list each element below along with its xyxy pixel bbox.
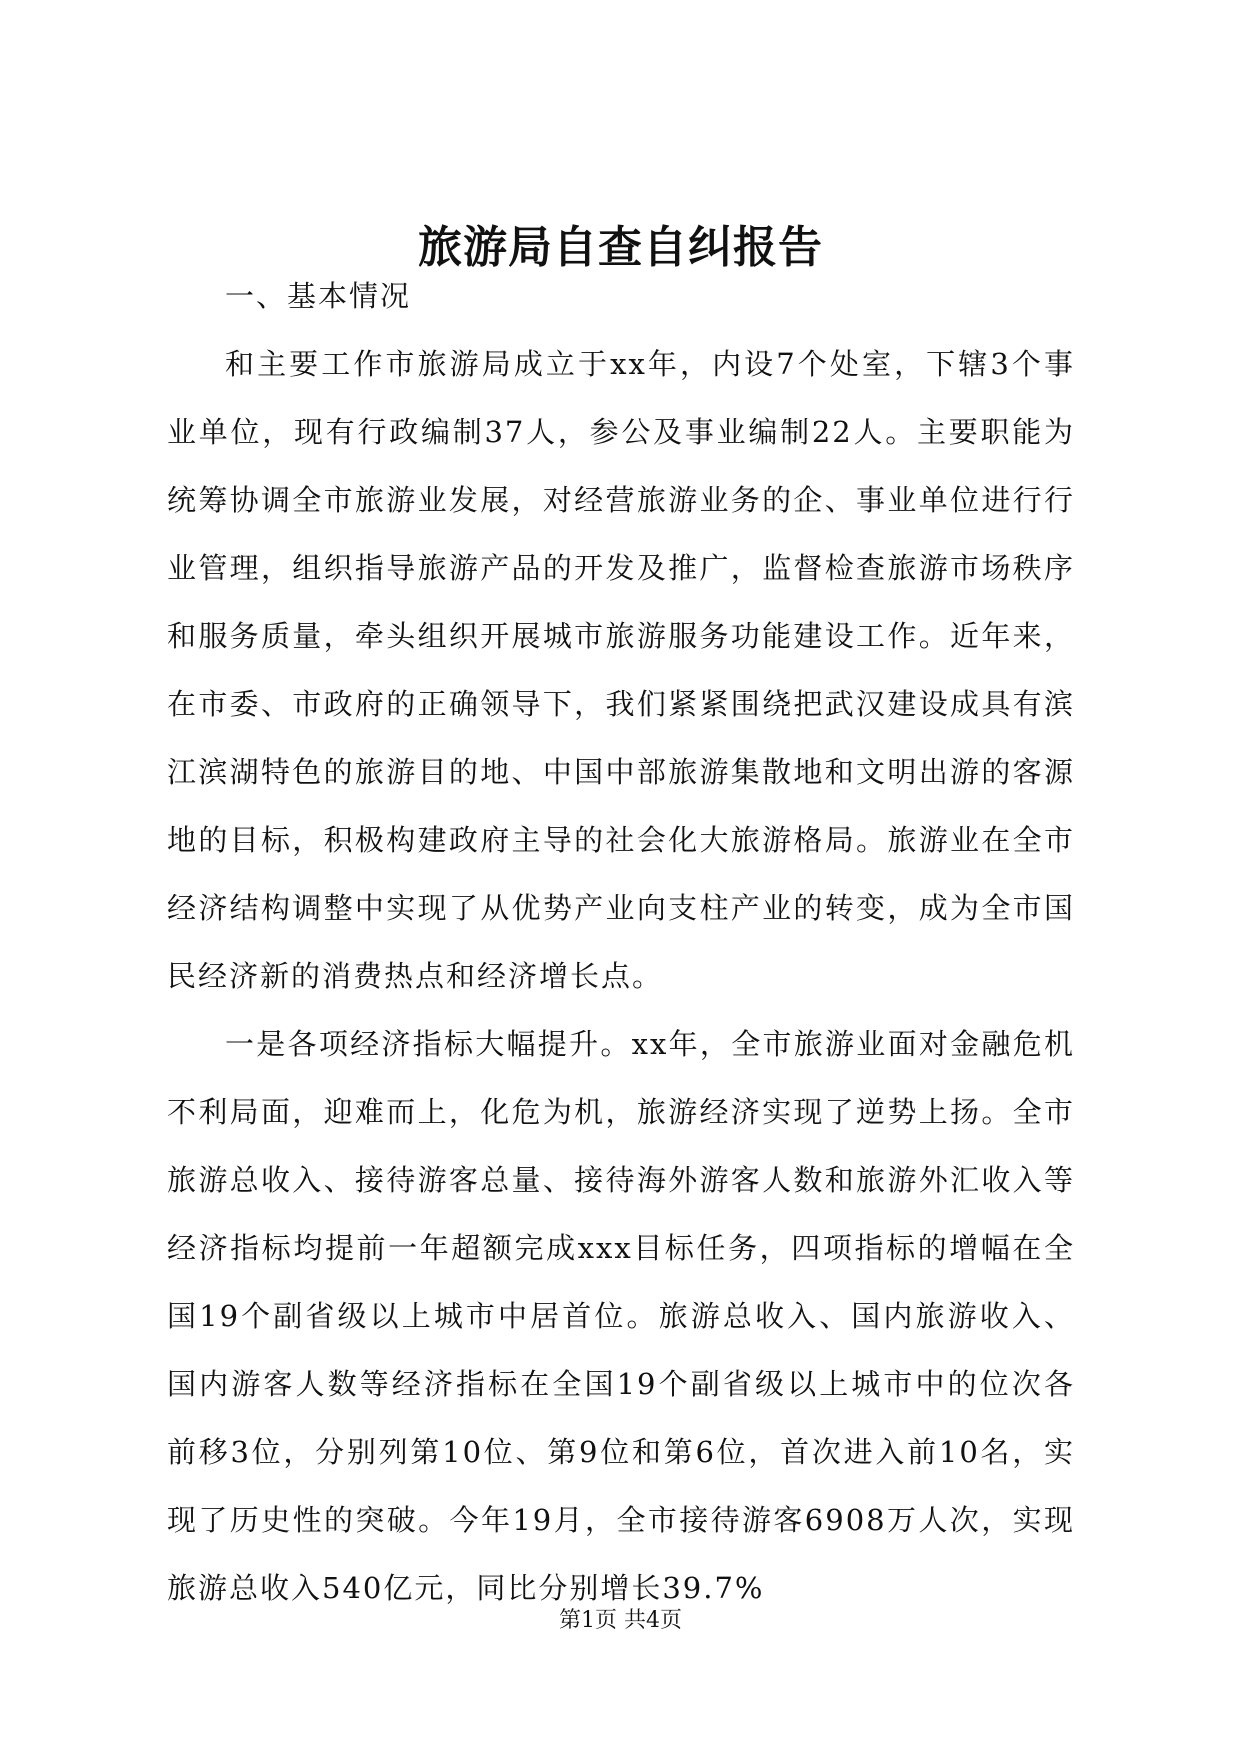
section-heading: 一、基本情况 (225, 279, 412, 313)
page-number-footer: 第1页 共4页 (559, 1608, 682, 1633)
document-body (167, 262, 1075, 1622)
paragraph: 和主要工作市旅游局成立于xx年，内设7个处室，下辖3个事业单位，现有行政编制37人，参公及事业编制22人。主要职能为统筹协调全市旅游业发展，对经营旅游业务的企、事业单位进行行业管理，组织指导旅游产品的开发及推广，监督检查旅游市场秩序和服务质量，牵头组织开展城市旅游服务功能建设工作。近年来，在市委、市政府的正确领导下，我们紧紧围绕把武汉建设成具有滨江滨湖特色的旅游目的地、中国中部旅游集散地和文明出游的客源地的目标，积极构建政府主导的社会化大旅游格局。旅游业在全市经济结构调整中实现了从优势产业向支柱产业的转变，成为全市国民经济新的消费热点和经济增长点。 (167, 347, 1075, 993)
paragraph: 一是各项经济指标大幅提升。xx年，全市旅游业面对金融危机不利局面，迎难而上，化危为机，旅游经济实现了逆势上扬。全市旅游总收入、接待游客总量、接待海外游客人数和旅游外汇收入等经济指标均提前一年超额完成xxx目标任务，四项指标的增幅在全国19个副省级以上城市中居首位。旅游总收入、国内旅游收入、国内游客人数等经济指标在全国19个副省级以上城市中的位次各前移3位，分别列第10位、第9位和第6位，首次进入前10名，实现了历史性的突破。今年19月，全市接待游客6908万人次，实现旅游总收入540亿元，同比分别增长39.7% (167, 1027, 1075, 1605)
document-title: 旅游局自查自纠报告 (418, 222, 823, 273)
